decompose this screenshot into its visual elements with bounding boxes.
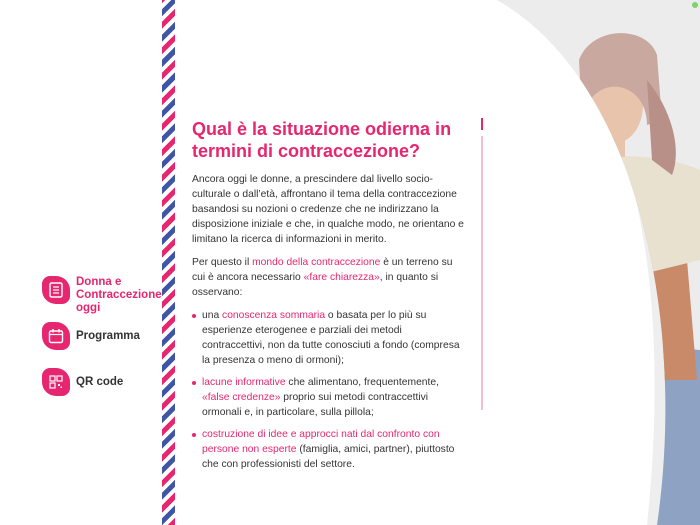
list-item: lacune informative che alimentano, frequentemente, «false credenze» proprio sui metodi contraccettivi ormonali e, in particolare, sulla pillola; [192,375,467,420]
list-item: costruzione di idee e approcci nati dal confronto con persone non esperte (famiglia, amici, partner), piuttosto che con professionisti del settore. [192,427,467,472]
status-dot [692,2,698,8]
hero-photo-woman [497,0,700,525]
scroll-track[interactable] [481,136,483,410]
airmail-stripe-divider [162,0,175,525]
nav-label: Donna e Contraccezione oggi [76,276,162,314]
nav-label: QR code [76,376,124,388]
nav-label: Programma [76,330,140,342]
context-paragraph: Per questo il mondo della contraccezione è un terreno su cui è ancora necessario «fare chiarezza», in quanto si osservano: [192,257,453,298]
article [192,118,467,479]
observations-list [192,308,467,472]
page-title: Qual è la situazione odierna in termini di contraccezione? [192,119,452,161]
qr-code-icon [42,368,70,396]
nav-item-programma[interactable] [42,322,140,350]
list-item: una conoscenza sommaria o basata per lo più su esperienze eterogenee e parziali dei metodi contraccettivi, non da tutte conosciuti a fondo (compresa la presenza o meno di ormoni); [192,308,467,368]
nav-item-qr-code[interactable] [42,368,123,396]
calendar-icon [42,322,70,350]
intro-paragraph: Ancora oggi le donne, a prescindere dal livello socio-culturale o dall’età, affrontano il tema della contraccezione basandosi su nozioni o credenze che ne indirizzano la disposizione iniziale e che, in qualche modo, ne orientano e limitano la ricerca di informazioni in merito. [192,174,464,245]
scroll-indicator[interactable] [481,118,483,130]
document-icon [42,276,70,304]
nav-item-donna-contraccezione[interactable] [42,276,162,315]
